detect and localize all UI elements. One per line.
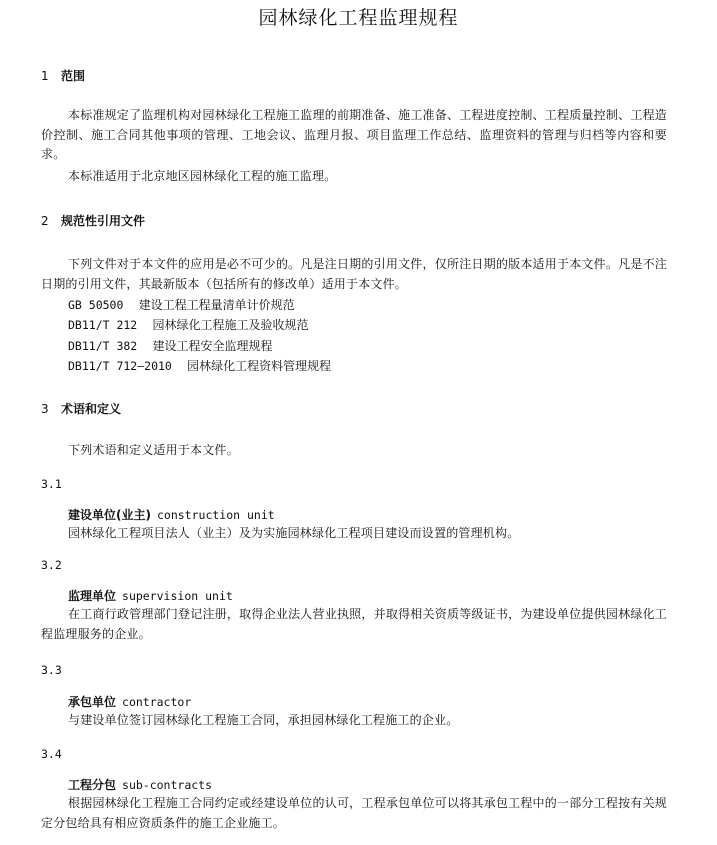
section-2-intro: 下列文件对于本文件的应用是必不可少的。凡是注日期的引用文件，仅所注日期的版本适用于本文件。凡是不注日期的引用文件，其最新版本（包括所有的修改单）适用于本文件。 <box>41 257 667 291</box>
section-1-paragraph-1: 本标准规定了监理机构对园林绿化工程施工监理的前期准备、施工准备、工程进度控制、工程质量控制、工程造价控制、施工合同其他事项的管理、工地会议、监理月报、项目监理工作总结、监理资料的管理与归档等内容和要求。 <box>41 108 667 161</box>
term-english: contractor <box>122 695 192 709</box>
term-definition: 根据园林绿化工程施工合同约定或经建设单位的认可，工程承包单位可以将其承包工程中的一部分工程按有关规定分包给具有相应资质条件的施工企业施工。 <box>41 796 667 830</box>
section-number: 1 <box>41 69 49 83</box>
section-3-heading <box>41 401 121 417</box>
term-chinese: 承包单位 <box>68 695 117 709</box>
term-english: supervision unit <box>122 589 233 603</box>
term-heading <box>68 776 212 794</box>
reference-item <box>68 357 331 377</box>
reference-code: GB 50500 <box>68 298 124 312</box>
term-chinese: 工程分包 <box>68 778 117 792</box>
term-definition: 与建设单位签订园林绿化工程施工合同，承担园林绿化工程施工的企业。 <box>68 713 459 727</box>
term-definition: 园林绿化工程项目法人（业主）及为实施园林绿化工程项目建设而设置的管理机构。 <box>68 526 520 540</box>
term-number: 3.3 <box>41 663 62 677</box>
term-chinese: 建设单位(业主) <box>68 508 151 522</box>
reference-name: 园林绿化工程资料管理规程 <box>187 359 332 373</box>
reference-code: DB11/T 712—2010 <box>68 359 172 373</box>
term-number: 3.4 <box>41 747 62 761</box>
reference-name: 建设工程安全监理规程 <box>152 339 273 353</box>
reference-item <box>68 316 309 336</box>
section-2-heading <box>41 213 145 229</box>
reference-code: DB11/T 212 <box>68 318 138 332</box>
section-1-paragraph-2: 本标准适用于北京地区园林绿化工程的施工监理。 <box>68 169 337 183</box>
section-3-intro: 下列术语和定义适用于本文件。 <box>68 443 239 457</box>
reference-code: DB11/T 382 <box>68 339 138 353</box>
term-number: 3.2 <box>41 558 62 572</box>
term-definition: 在工商行政管理部门登记注册，取得企业法人营业执照，并取得相关资质等级证书，为建设单位提供园林绿化工程监理服务的企业。 <box>41 607 667 641</box>
reference-name: 园林绿化工程施工及验收规范 <box>152 318 309 332</box>
term-english: construction unit <box>156 508 275 522</box>
term-chinese: 监理单位 <box>68 589 117 603</box>
reference-item <box>68 337 273 357</box>
reference-item <box>68 296 295 316</box>
term-english: sub-contracts <box>122 778 213 792</box>
section-number: 2 <box>41 214 49 228</box>
term-heading <box>68 693 191 711</box>
section-number: 3 <box>41 402 49 416</box>
term-heading <box>68 506 275 524</box>
section-1-heading <box>41 68 85 84</box>
section-title: 规范性引用文件 <box>61 214 146 228</box>
section-title: 范围 <box>61 69 86 83</box>
document-title: 园林绿化工程监理规程 <box>258 7 459 29</box>
section-title: 术语和定义 <box>61 402 122 416</box>
term-number: 3.1 <box>41 477 62 491</box>
reference-name: 建设工程工程量清单计价规范 <box>138 298 295 312</box>
term-heading <box>68 587 233 605</box>
